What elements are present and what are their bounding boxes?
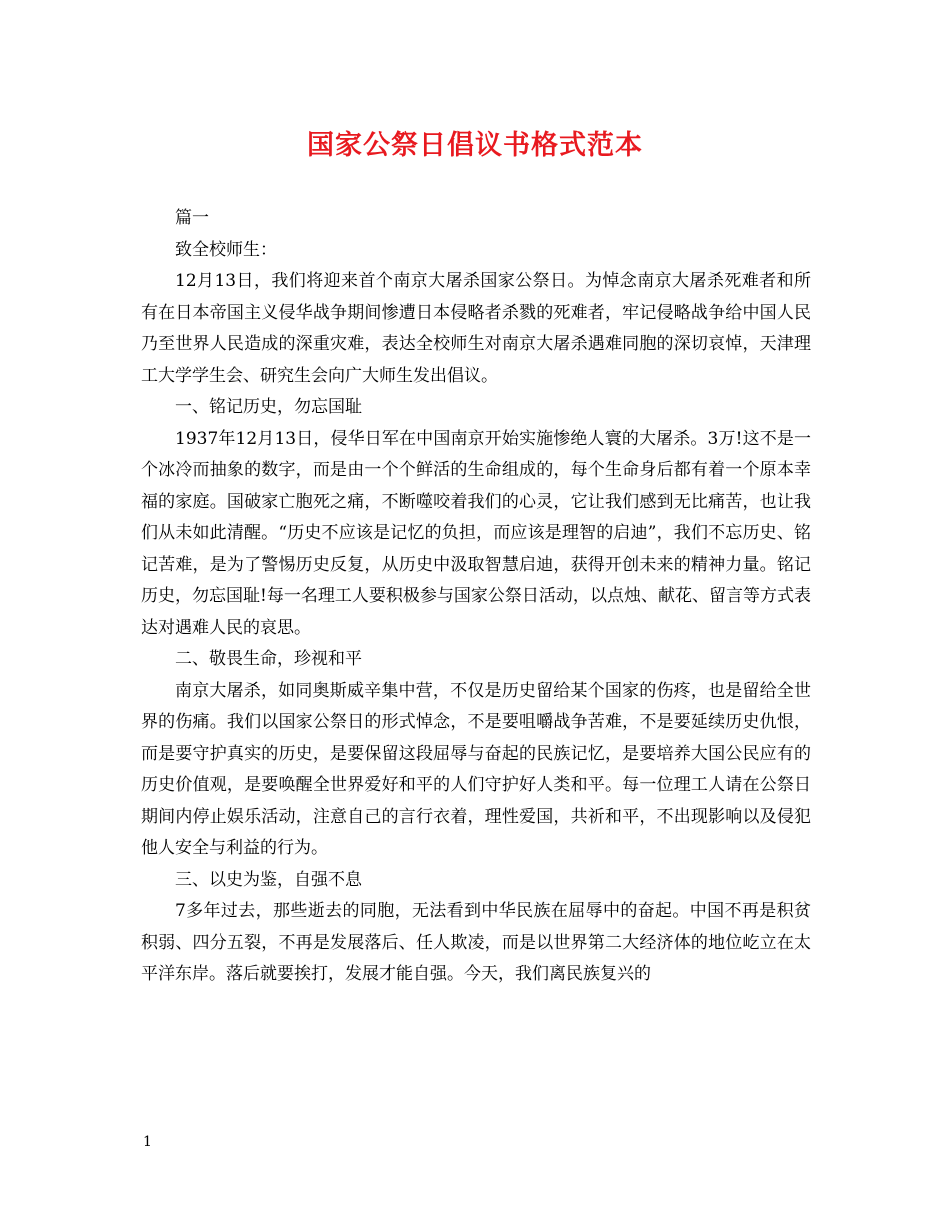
heading-one: 一、铭记历史，勿忘国耻 (175, 397, 362, 417)
paragraph-one: 1937年12月13日，侵华日军在中国南京开始实施惨绝人寰的大屠杀。3万!这不是一个冰冷而抽象的数字，而是由一个个鲜活的生命组成的，每个生命身后都有着一个原本幸福的家庭。国破家亡胞死之痛，不断噬咬着我们的心灵，它让我们感到无比痛苦，也让我们从未如此清醒。“历史不应该是记忆的负担，而应该是理智的启迪”，我们不忘历史、铭记苦难，是为了警惕历史反复，从历史中汲取智慧启迪，获得开创未来的精神力量。铭记历史，勿忘国耻!每一名理工人要积极参与国家公祭日活动，以点烛、献花、留言等方式表达对遇难人民的哀思。 (141, 428, 811, 638)
document-body (141, 203, 811, 991)
salutation: 致全校师生： (175, 239, 277, 260)
section-label: 篇一 (175, 208, 209, 228)
intro-paragraph: 12月13日，我们将迎来首个南京大屠杀国家公祭日。为悼念南京大屠杀死难者和所有在日本帝国主义侵华战争期间惨遭日本侵略者杀戮的死难者，牢记侵略战争给中国人民乃至世界人民造成的深重灾难，表达全校师生对南京大屠杀遇难同胞的深切哀悼，天津理工大学学生会、研究生会向广大师生发出倡议。 (141, 271, 811, 386)
paragraph-two: 南京大屠杀，如同奥斯威辛集中营，不仅是历史留给某个国家的伤疼，也是留给全世界的伤痛。我们以国家公祭日的形式悼念，不是要咀嚼战争苦难，不是要延续历史仇恨，而是要守护真实的历史，是要保留这段屈辱与奋起的民族记忆，是要培养大国公民应有的历史价值观，是要唤醒全世界爱好和平的人们守护好人类和平。每一位理工人请在公祭日期间内停止娱乐活动，注意自己的言行衣着，理性爱国，共祈和平，不出现影响以及侵犯他人安全与利益的行为。 (141, 680, 811, 858)
heading-three: 三、以史为鉴，自强不息 (175, 869, 362, 890)
page-number: 1 (143, 1134, 152, 1150)
heading-two: 二、敬畏生命，珍视和平 (175, 649, 362, 669)
paragraph-three: 7多年过去，那些逝去的同胞，无法看到中华民族在屈辱中的奋起。中国不再是积贫积弱、四分五裂，不再是发展落后、任人欺凌，而是以世界第二大经济体的地位屹立在太平洋东岸。落后就要挨打，发展才能自强。今天，我们离民族复兴的 (141, 901, 811, 984)
document-title: 国家公祭日倡议书格式范本 (307, 130, 643, 161)
